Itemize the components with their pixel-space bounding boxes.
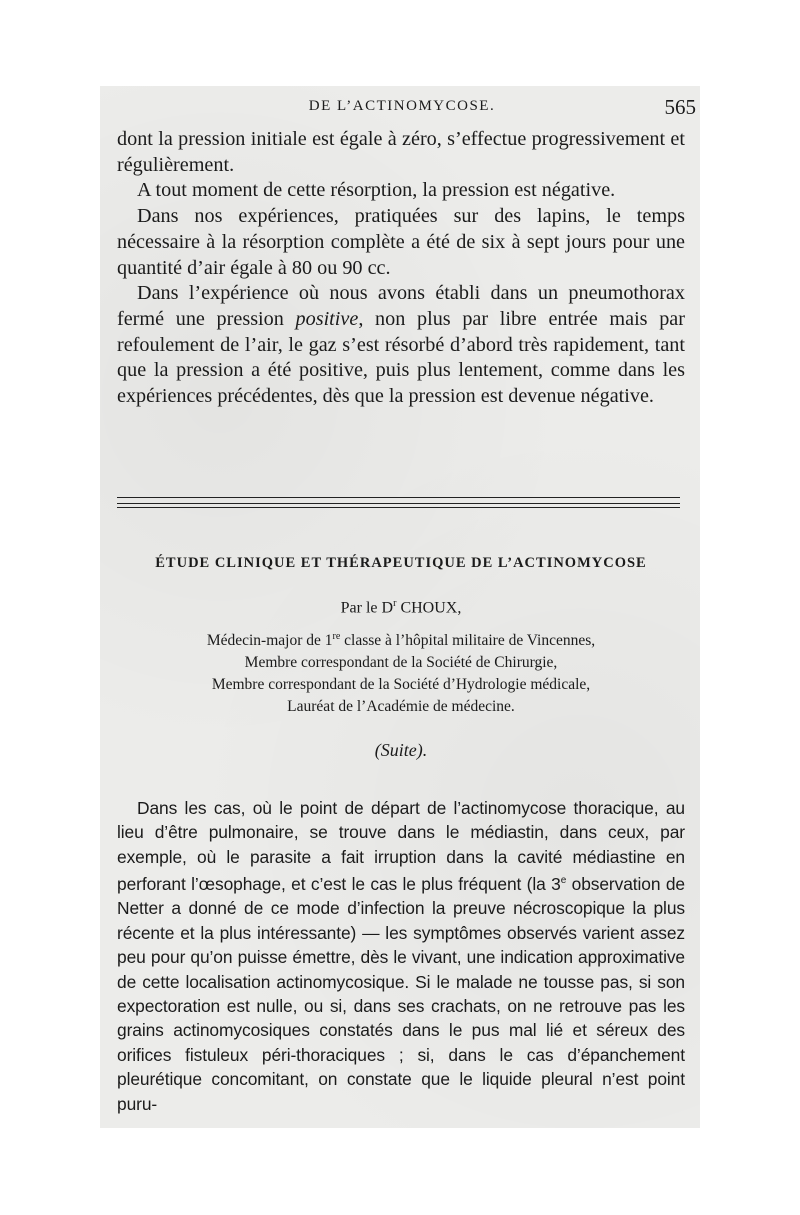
continuation-note: (Suite). [374,740,428,760]
paragraph-2: A tout moment de cette résorption, la pression est négative. [137,179,616,202]
affiliation-line: Membre correspondant de la Société d’Hydrologie médicale, [211,676,591,694]
affiliation-1-end: classe à l’hôpital militaire de Vincennes, [340,632,596,650]
body-paragraph [117,796,685,1116]
article-title: ÉTUDE CLINIQUE ET THÉRAPEUTIQUE DE L’ACTINOMYCOSE [155,555,647,571]
paragraph-4-start: Dans l’expérience où nous avons établi dans un pneumothorax fermé une pression [117,282,685,330]
body-text-start: Dans les cas, où le point de départ de l’actinomycose thoracique, au lieu d’être pulmonaire, se trouve dans le médiastin, dans ceux, par exemple, où le parasite a fait irruption dans la cavité médiastine en perforant l’œsophage, et c’est le cas le plus fréquent (la 3 [117,798,685,895]
affiliation-line: Lauréat de l’Académie de médecine. [287,698,515,716]
byline-superscript: r [393,598,397,609]
article-body [117,796,685,1116]
affiliation-line [117,626,685,652]
paragraph-4-emphasis: positive [295,307,359,330]
page-number: 565 [664,95,696,119]
divider-line [117,503,680,504]
divider-line [117,497,680,498]
byline-prefix: Par le D [340,599,394,617]
affiliation-1-start: Médecin-major de 1 [206,632,333,650]
divider-line [117,507,680,508]
previous-article-text [117,127,685,410]
author-byline [117,598,685,617]
body-text-end: observation de Netter a donné de ce mode d’infection la preuve nécroscopique la plus récente et la plus intéressante) — les symptômes observés varient assez peu pour qu’on puisse émettre, dès le vivant, une indication approximative de cette localisation actinomycosique. Si le malade ne tousse pas, si son expectoration est nulle, ou si, dans ses crachats, on ne retrouve pas les grains actinomycosiques constatés dans le pus mal lié et séreux des orifices fistuleux péri-thoraciques ; si, dans le cas d’épanchement pleurétique concomitant, on constate que le liquide pleural n’est point puru- [117,874,685,1114]
running-title: DE L’ACTINOMYCOSE. [308,98,496,114]
author-affiliations [117,626,685,718]
affiliation-line: Membre correspondant de la Société de Chirurgie, [244,654,558,672]
paragraph-1: dont la pression initiale est égale à zéro, s’effectue progressivement et régulièrement. [117,128,685,176]
author-name: CHOUX, [396,599,462,617]
paragraph-4 [117,281,685,410]
section-divider [117,497,680,508]
paragraph-3: Dans nos expériences, pratiquées sur des lapins, le temps nécessaire à la résorption complète a été de six à sept jours pour une quantité d’air égale à 80 ou 90 cc. [117,205,685,279]
running-head [108,95,696,122]
body-superscript: e [560,875,567,887]
paragraph-4-end: , non plus par libre entrée mais par refoulement de l’air, le gaz s’est résorbé d’abord très rapidement, tant que la pression a été positive, puis plus lentement, comme dans les expériences précédentes, dès que la pression est devenue négative. [117,307,685,408]
affiliation-1-superscript: re [332,631,341,642]
